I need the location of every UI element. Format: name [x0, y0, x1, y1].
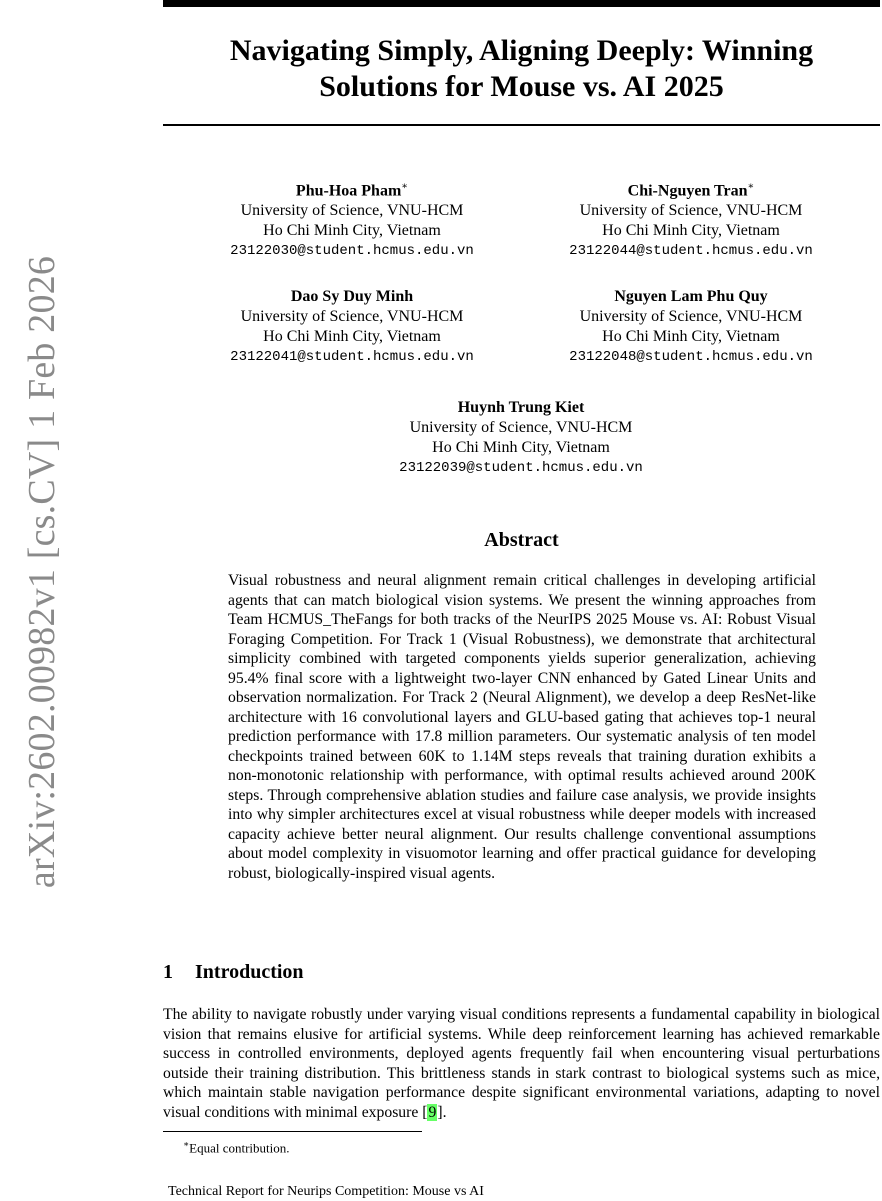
author-block — [351, 398, 691, 478]
page-footer: Technical Report for Neurips Competition: Mouse vs AI — [168, 1184, 484, 1199]
author-name: Dao Sy Duy Minh — [290, 288, 414, 305]
author-affiliation: University of Science, VNU-HCM — [409, 419, 633, 436]
author-block — [521, 287, 861, 367]
footnote-mark: ∗ — [183, 1139, 190, 1149]
author-location: Ho Chi Minh City, Vietnam — [263, 222, 441, 240]
author-name: Huynh Trung Kiet — [457, 399, 585, 416]
paper-title-line-2: Solutions for Mouse vs. AI 2025 — [319, 70, 724, 103]
introduction-text: The ability to navigate robustly under varying visual conditions represents a fundamental capability in biological vision that remains elusive for artificial systems. While deep reinforcement learning has achieved remarkable success in controlled environments, deployed agents frequently fail when encountering visual perturbations outside their training distribution. This brittleness stands in stark contrast to biological systems such as mice, which maintain stable navigation performance despite significant environmental variations, adapting to novel visual conditions with minimal exposure — [163, 1006, 880, 1121]
equal-contribution-mark: ∗ — [401, 181, 409, 192]
author-email: 23122048@student.hcmus.edu.vn — [569, 349, 813, 365]
footnote-text: Equal contribution. — [189, 1140, 290, 1156]
author-affiliation: University of Science, VNU-HCM — [579, 308, 803, 325]
citation-bracket: [9] — [422, 1103, 443, 1121]
author-name: Phu-Hoa Pham∗ — [295, 181, 409, 200]
citation-link[interactable]: 9 — [428, 1103, 437, 1121]
equal-contribution-mark: ∗ — [747, 181, 755, 192]
title-top-rule — [163, 0, 880, 7]
author-affiliation: University of Science, VNU-HCM — [240, 308, 464, 325]
author-location: Ho Chi Minh City, Vietnam — [602, 328, 780, 345]
abstract-text: Visual robustness and neural alignment remain critical challenges in developing artificial agents that can match biological vision systems. We present the winning approaches from Team HCMUS_TheFangs for both tracks of the NeurIPS 2025 Mouse vs. AI: Robust Visual Foraging Competition. For Track 1 (Visual Robustness), we demonstrate that architectural simplicity combined with targeted components yields superior generalization, achieving 95.4% final score with a lightweight two-layer CNN enhanced by Gated Linear Units and observation normalization. For Track 2 (Neural Alignment), we develop a deep ResNet-like architecture with 16 convolutional layers and GLU-based gating that achieves top-1 neural prediction performance with 17.8 million parameters. Our systematic analysis of ten model checkpoints trained between 60K to 1.14M steps reveals that training duration exhibits a non-monotonic relationship with performance, with optimal results achieved around 200K steps. Through comprehensive ablation studies and failure case analysis, we provide insights into why simpler architectures excel at visual robustness while deeper models with increased capacity achieve better neural alignment. Our results challenge conventional assumptions about model complexity in visuomotor learning and offer practical guidance for developing robust, biologically-inspired visual agents. — [228, 572, 816, 882]
author-name: Nguyen Lam Phu Quy — [614, 288, 768, 305]
author-email: 23122041@student.hcmus.edu.vn — [230, 349, 474, 365]
arxiv-identifier-stamp: arXiv:2602.00982v1 [cs.CV] 1 Feb 2026 — [21, 255, 63, 889]
author-location: Ho Chi Minh City, Vietnam — [602, 222, 780, 240]
paper-title — [163, 33, 880, 105]
section-number: 1 — [163, 961, 173, 983]
author-affiliation: University of Science, VNU-HCM — [240, 202, 464, 220]
author-email: 23122044@student.hcmus.edu.vn — [569, 243, 813, 260]
author-affiliation: University of Science, VNU-HCM — [579, 202, 803, 220]
author-block — [182, 287, 522, 367]
title-bottom-rule — [163, 124, 880, 126]
footnote — [183, 1135, 290, 1157]
author-email: 23122030@student.hcmus.edu.vn — [230, 243, 474, 260]
author-location: Ho Chi Minh City, Vietnam — [432, 439, 610, 456]
section-title: Introduction — [195, 961, 304, 983]
author-location: Ho Chi Minh City, Vietnam — [263, 328, 441, 345]
author-block — [182, 177, 522, 261]
paper-title-line-1: Navigating Simply, Aligning Deeply: Winning — [229, 34, 814, 67]
author-block — [521, 177, 861, 261]
author-email: 23122039@student.hcmus.edu.vn — [399, 460, 643, 476]
abstract-heading: Abstract — [484, 529, 559, 551]
author-name: Chi-Nguyen Tran∗ — [627, 181, 755, 200]
footnote-rule — [163, 1131, 422, 1132]
section-heading — [163, 960, 304, 984]
introduction-paragraph: The ability to navigate robustly under varying visual conditions represents a fundamental capability in biological vision that remains elusive for artificial systems. While deep reinforcement learning has achieved remarkable success in controlled environments, deployed agents frequently fail when encountering visual perturbations outside their training distribution. This brittleness stands in stark contrast to biological systems such as mice, which maintain stable navigation performance despite significant environmental variations, adapting to novel visual conditions with minimal exposure [9]. — [163, 1006, 880, 1121]
